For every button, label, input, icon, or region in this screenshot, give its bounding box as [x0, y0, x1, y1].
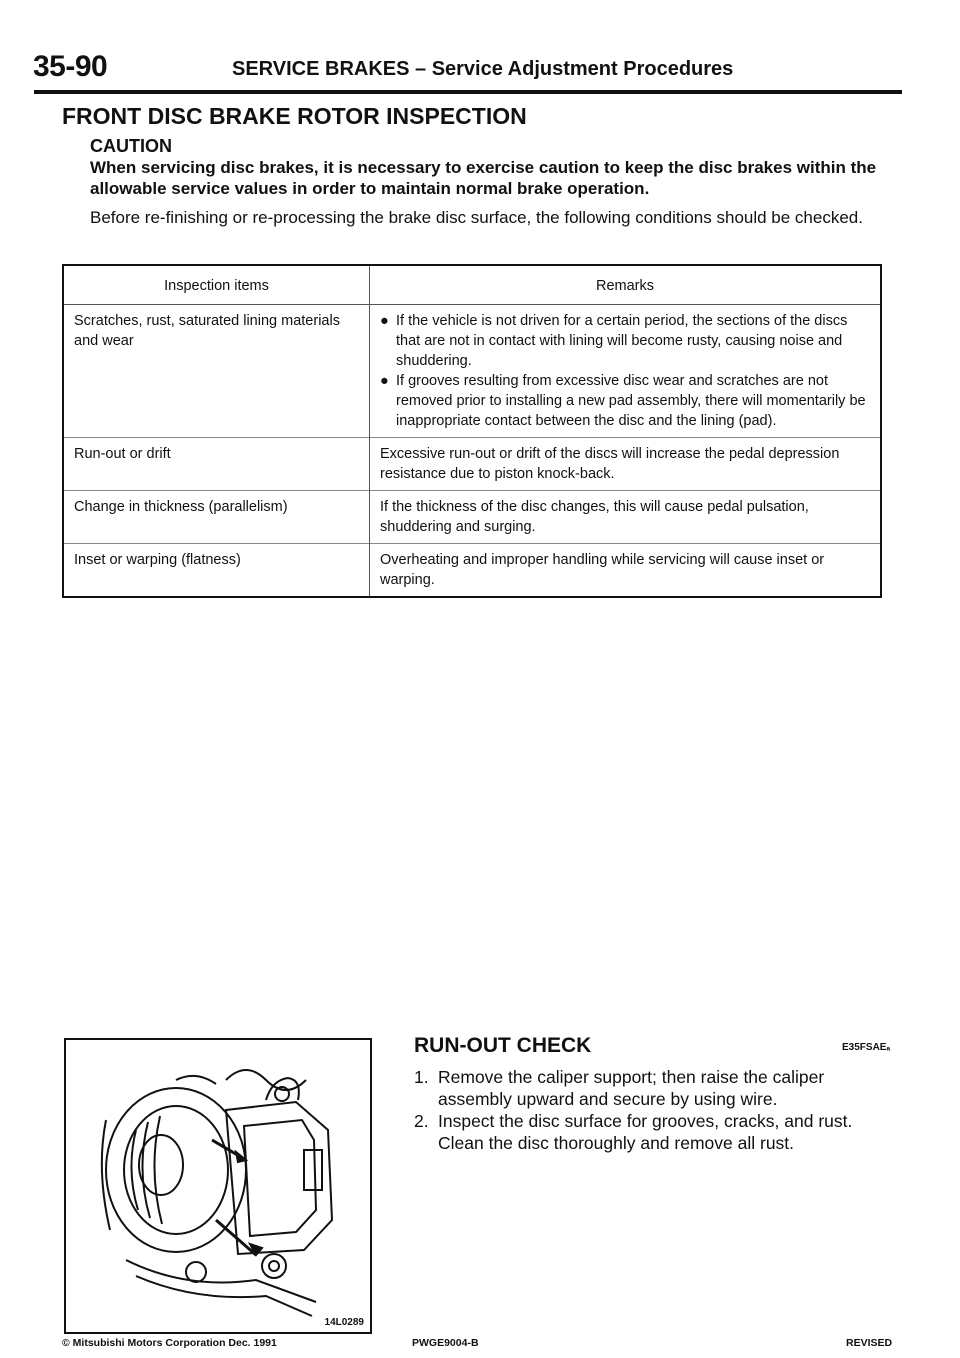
table-header-row: [63, 265, 881, 305]
remark-text: If the thickness of the disc changes, this will cause pedal pulsation, shuddering and surging.: [370, 491, 882, 544]
runout-code: E35FSAEₐ: [842, 1042, 891, 1053]
remark-text: Excessive run-out or drift of the discs will increase the pedal depression resistance due to piston knock-back.: [370, 438, 882, 491]
remark-text: Overheating and improper handling while servicing will cause inset or warping.: [370, 544, 882, 598]
step-item: [414, 1066, 904, 1110]
table-row: [63, 491, 881, 544]
step-item: [414, 1110, 904, 1154]
step-line: Clean the disc thoroughly and remove all rust.: [438, 1133, 795, 1153]
brake-caliper-illustration: [64, 1038, 372, 1334]
step-line: Inspect the disc surface for grooves, cracks, and rust.: [438, 1111, 853, 1131]
inspection-item: Run-out or drift: [63, 438, 370, 491]
page-header-title: SERVICE BRAKES – Service Adjustment Procedures: [232, 58, 734, 80]
inspection-item: Scratches, rust, saturated lining materials and wear: [63, 305, 370, 438]
caution-text: When servicing disc brakes, it is necessary to exercise caution to keep the disc brakes within the allowable service values in order to maintain normal brake operation.: [90, 158, 877, 198]
remark-text: If grooves resulting from excessive disc wear and scratches are not removed prior to installing a new pad assembly, there will momentarily be inappropriate contact between the disc and the lining (pad).: [396, 373, 866, 429]
footer-document-code: PWGE9004-B: [412, 1337, 479, 1349]
step-number: 2.: [414, 1111, 429, 1131]
runout-steps: [414, 1066, 904, 1154]
inspection-table: [62, 264, 882, 598]
intro-paragraph: Before re-finishing or re-processing the brake disc surface, the following conditions should be checked.: [90, 208, 863, 227]
remark-bullet: [380, 371, 870, 431]
step-text: [438, 1066, 904, 1110]
inspection-item: Change in thickness (parallelism): [63, 491, 370, 544]
remark-text: If the vehicle is not driven for a certain period, the sections of the discs that are not in contact with lining will become rusty, causing noise and shuddering.: [396, 313, 848, 369]
figure-id: 14L0289: [324, 1317, 364, 1328]
step-number: 1.: [414, 1067, 429, 1087]
table-row: [63, 305, 881, 438]
caliper-drawing: [66, 1040, 370, 1332]
runout-title: RUN-OUT CHECK: [414, 1034, 592, 1057]
column-header-items: Inspection items: [63, 265, 370, 305]
column-header-remarks: Remarks: [370, 265, 882, 305]
step-line: assembly upward and secure by using wire.: [438, 1089, 778, 1109]
remark-bullet: [380, 311, 870, 371]
bullet-icon: ●: [380, 373, 389, 389]
caution-title: CAUTION: [90, 136, 172, 156]
table-row: [63, 544, 881, 598]
step-line: Remove the caliper support; then raise the caliper: [438, 1067, 825, 1087]
header-rule: [34, 90, 902, 94]
inspection-item: Inset or warping (flatness): [63, 544, 370, 598]
step-text: [438, 1110, 904, 1154]
footer-revised: REVISED: [846, 1337, 893, 1349]
page-number: 35-90: [33, 50, 108, 83]
remarks-cell: [370, 305, 882, 438]
footer-copyright: © Mitsubishi Motors Corporation Dec. 1991: [62, 1337, 277, 1349]
section-title: FRONT DISC BRAKE ROTOR INSPECTION: [62, 103, 527, 129]
bullet-icon: ●: [380, 313, 389, 329]
table-row: [63, 438, 881, 491]
